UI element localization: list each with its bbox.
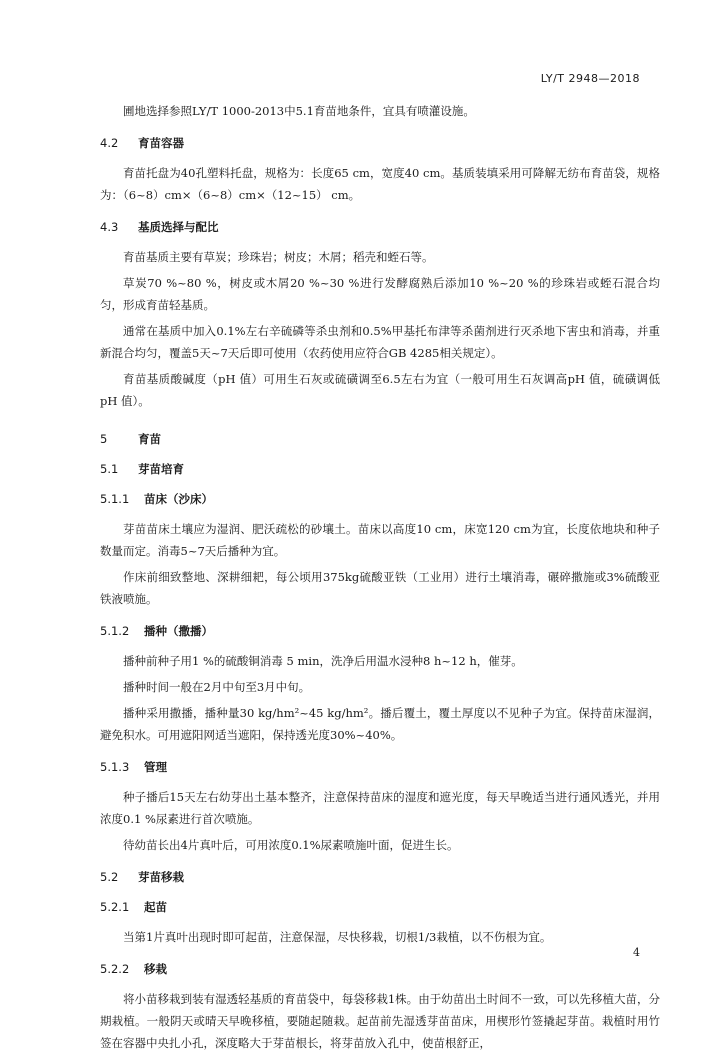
section-title: 育苗 [138, 432, 161, 446]
section-title: 移栽 [144, 962, 167, 976]
section-heading-5-1-3 [100, 758, 660, 776]
section-title: 芽苗培育 [138, 462, 184, 476]
paragraph: 圃地选择参照LY/T 1000-2013中5.1育苗地条件，宜具有喷灌设施。 [123, 104, 475, 118]
section-number: 5.1.2 [100, 624, 130, 638]
section-number: 4.3 [100, 220, 119, 234]
section-number: 5.2.2 [100, 962, 130, 976]
paragraph: 播种前种子用1 %的硫酸铜消毒 5 min，洗净后用温水浸种8 h~12 h，催芽。 [123, 654, 523, 668]
section-title: 芽苗移栽 [138, 870, 184, 884]
section-heading-5 [100, 430, 660, 448]
section-title: 基质选择与配比 [138, 220, 219, 234]
paragraph: 芽苗苗床土壤应为湿润、肥沃疏松的砂壤土。苗床以高度10 cm，床宽120 cm为宜，长度依地块和种子数量而定。消毒5~7天后播种为宜。 [100, 522, 660, 558]
section-number: 5.1 [100, 462, 119, 476]
page-number: 4 [633, 946, 640, 959]
paragraph: 育苗基质主要有草炭；珍珠岩；树皮；木屑；稻壳和蛭石等。 [123, 250, 434, 264]
section-heading-4-2 [100, 134, 660, 152]
section-heading-5-2-1 [100, 898, 660, 916]
section-number: 5.1.3 [100, 760, 130, 774]
section-heading-5-2 [100, 868, 660, 886]
section-title: 管理 [144, 760, 167, 774]
paragraph: 种子播后15天左右幼芽出土基本整齐，注意保持苗床的湿度和遮光度，每天早晚适当进行通风透光，并用浓度0.1 %尿素进行首次喷施。 [100, 790, 660, 826]
section-heading-5-1-2 [100, 622, 660, 640]
section-number: 5.2 [100, 870, 119, 884]
section-heading-4-3 [100, 218, 660, 236]
paragraph: 播种时间一般在2月中旬至3月中旬。 [123, 680, 311, 694]
section-title: 起苗 [144, 900, 167, 914]
document-body [100, 100, 660, 1058]
paragraph: 育苗基质酸碱度（pH 值）可用生石灰或硫磺调至6.5左右为宜（一般可用生石灰调高pH 值，硫磺调低pH 值）。 [100, 372, 660, 408]
paragraph: 通常在基质中加入0.1%左右辛硫磷等杀虫剂和0.5%甲基托布津等杀菌剂进行灭杀地下害虫和消毒，并重新混合均匀，覆盖5天~7天后即可使用（农药使用应符合GB 4285相关规定）。 [100, 324, 660, 360]
section-heading-5-2-2 [100, 960, 660, 978]
section-title: 苗床（沙床） [144, 492, 213, 506]
section-number: 5.1.1 [100, 492, 130, 506]
paragraph: 作床前细致整地、深耕细耙，每公顷用375kg硫酸亚铁（工业用）进行土壤消毒，碾碎撒施或3%硫酸亚铁液喷施。 [100, 570, 660, 606]
section-title: 播种（撒播） [144, 624, 213, 638]
section-number: 5 [100, 432, 108, 446]
paragraph: 待幼苗长出4片真叶后，可用浓度0.1%尿素喷施叶面，促进生长。 [123, 838, 459, 852]
paragraph: 当第1片真叶出现时即可起苗，注意保湿，尽快移栽，切根1/3栽植，以不伤根为宜。 [123, 930, 552, 944]
paragraph: 育苗托盘为40孔塑料托盘，规格为：长度65 cm，宽度40 cm。基质装填采用可降解无纺布育苗袋，规格为：（6~8）cm×（6~8）cm×（12~15） cm。 [100, 166, 660, 202]
paragraph: 将小苗移栽到装有湿透轻基质的育苗袋中，每袋移栽1株。由于幼苗出土时间不一致，可以先移植大苗，分期栽植。一般阴天或晴天早晚移植，要随起随栽。起苗前先湿透芽苗苗床，用楔形竹签撬起芽苗。栽植时用竹签在容器中央扎小孔，深度略大于芽苗根长，将芽苗放入孔中，使苗根舒正， [100, 992, 660, 1050]
paragraph: 播种采用撒播，播种量30 kg/hm²~45 kg/hm²。播后覆土，覆土厚度以不见种子为宜。保持苗床湿润，避免积水。可用遮阳网适当遮阳，保持透光度30%~40%。 [100, 706, 660, 742]
section-heading-5-1 [100, 460, 660, 478]
section-heading-5-1-1 [100, 490, 660, 508]
paragraph: 草炭70 %~80 %，树皮或木屑20 %~30 %进行发酵腐熟后添加10 %~20 %的珍珠岩或蛭石混合均匀，形成育苗轻基质。 [100, 276, 660, 312]
section-title: 育苗容器 [138, 136, 184, 150]
section-number: 5.2.1 [100, 900, 130, 914]
section-number: 4.2 [100, 136, 119, 150]
standard-code-header: LY/T 2948—2018 [540, 72, 640, 85]
